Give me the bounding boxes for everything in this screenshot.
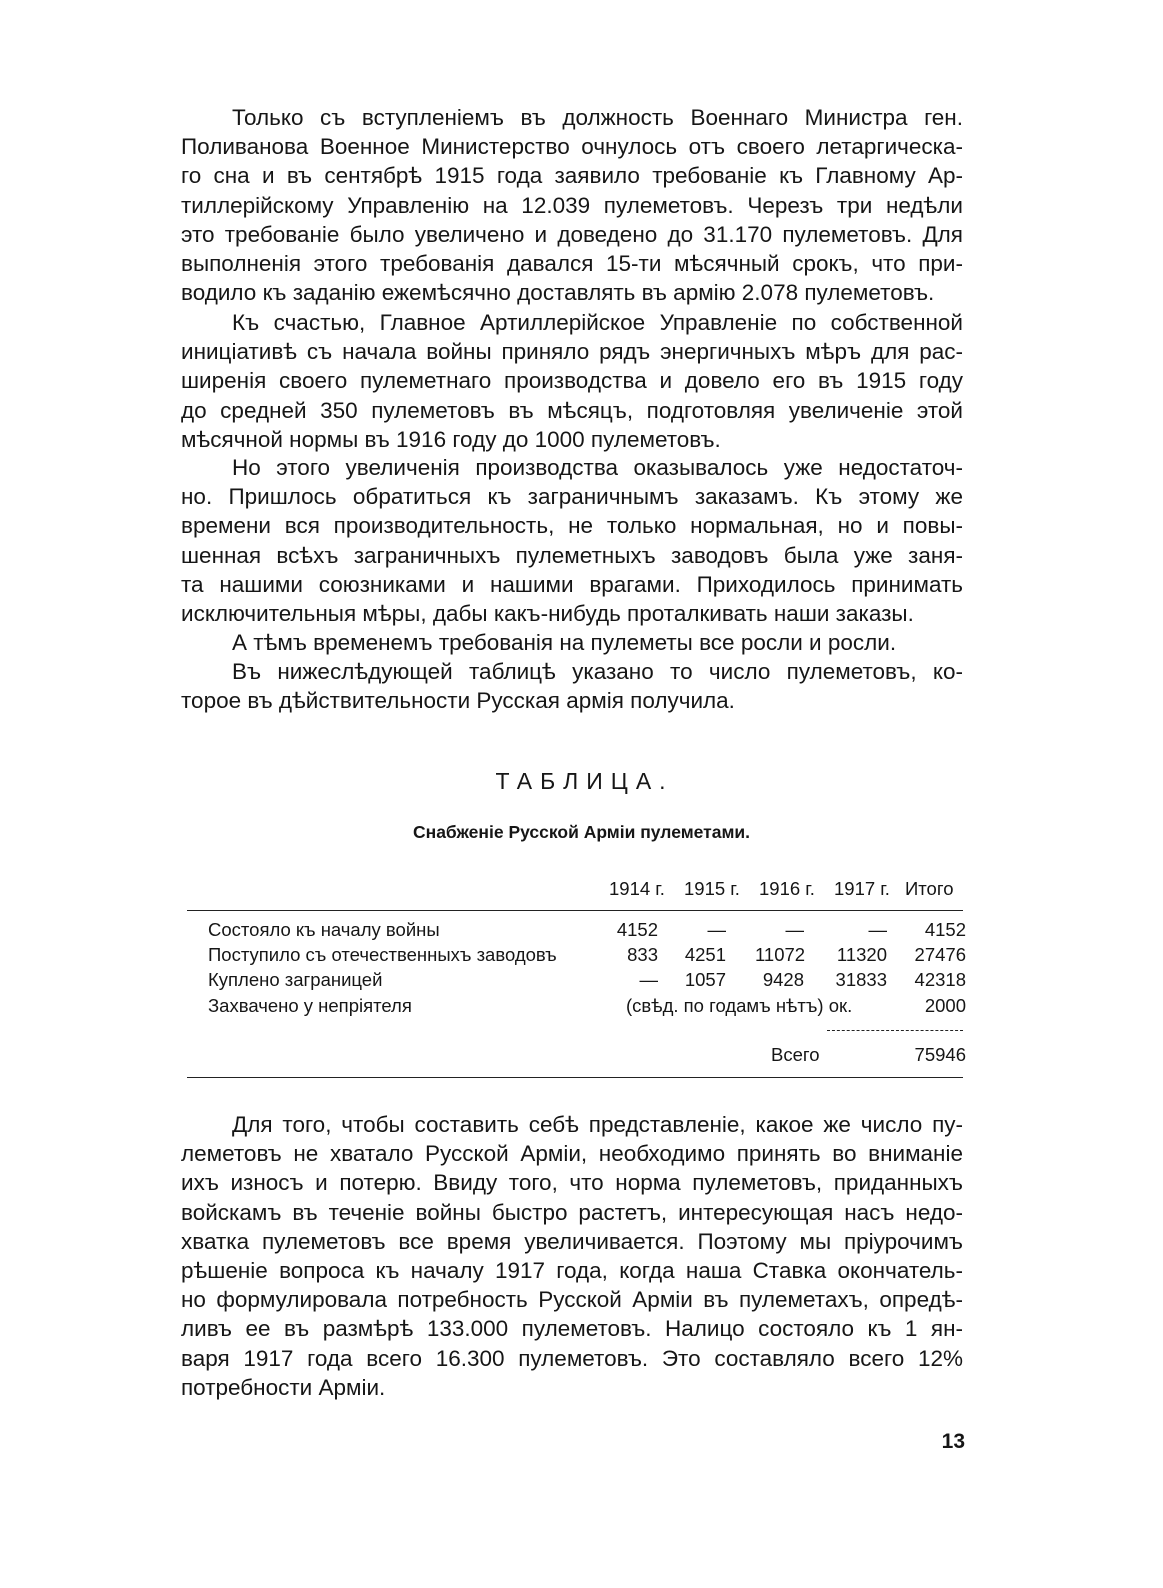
grand-total-label: Всего [771,1044,820,1065]
text-line: исключительныя мѣры, дабы какъ-нибудь проталкивать наши заказы. [181,600,914,626]
table-note: (свѣд. по годамъ нѣтъ) ок. [626,995,853,1016]
text-line: тиллерійскому Управленію на 12.039 пулеметовъ. Черезъ три недѣли [181,192,963,218]
text-line: потребности Арміи. [181,1374,386,1400]
text-line: это требованіе было увеличено и доведено до 31.170 пулеметовъ. Для [181,221,963,247]
text-line: Только съ вступленіемъ въ должность Военнаго Министра ген. [232,105,963,130]
text-line: Поливанова Военное Министерство очнулось отъ своего летаргическа- [181,134,963,160]
column-header-1914: 1914 г. [609,878,665,899]
text-line: торое въ дѣйствительности Русская армія получила. [181,688,735,714]
table-cell: 42318 [914,969,966,990]
text-line: ливъ ее въ размѣрѣ 133.000 пулеметовъ. Налицо состояло къ 1 ян- [181,1316,963,1342]
row-label: Куплено заграницей [208,969,383,990]
sum-rule [827,1030,963,1031]
text-line: леметовъ не хватало Русской Арміи, необходимо принять во вниманіе [181,1141,963,1167]
text-line: но. Пришлось обратиться къ заграничнымъ заказамъ. Къ этому же [181,484,963,510]
row-label: Состояло къ началу войны [208,919,440,940]
table-cell: 11072 [755,944,806,965]
text-line: Въ нижеслѣдующей таблицѣ указано то число пулеметовъ, ко- [232,659,963,684]
text-line: варя 1917 года всего 16.300 пулеметовъ. Это составляло всего 12% [181,1345,963,1371]
table-subtitle: Снабженіе Русской Арміи пулеметами. [412,822,751,842]
table-cell: — [707,919,726,940]
paragraph-6 [181,1110,963,1402]
text-line: та нашими союзниками и нашими врагами. Приходилось принимать [181,571,963,597]
text-line: выполненія этого требованія давался 15-ти мѣсячный срокъ, что при- [181,250,963,276]
text-line: времени вся производительность, не только нормальная, но и повы- [181,513,963,539]
table-cell: — [639,969,658,990]
table-cell: 1057 [684,969,726,990]
grand-total-value: 75946 [914,1044,966,1065]
text-line: Для того, чтобы составить себѣ представленіе, какое же число пу- [232,1112,963,1137]
table-cell: — [868,919,887,940]
text-line: войскамъ въ теченіе войны быстро растетъ, интересующая насъ недо- [181,1199,963,1225]
column-header-1917: 1917 г. [834,878,890,899]
table-title: ТАБЛИЦА. [495,768,674,794]
table-cell: 4152 [924,919,966,940]
table-cell: 4152 [616,919,658,940]
text-line: А тѣмъ временемъ требованія на пулеметы все росли и росли. [232,630,897,655]
text-line: до средней 350 пулеметовъ въ мѣсяцъ, подготовляя увеличеніе этой [181,397,963,423]
row-label: Захвачено у непріятеля [208,995,412,1016]
text-line: ширенія своего пулеметнаго производства и довело его въ 1915 году [181,368,963,394]
table-top-rule [187,910,963,911]
text-line: но формулировала потребность Русской Арміи въ пулеметахъ, опредѣ- [181,1287,963,1313]
row-label: Поступило съ отечественныхъ заводовъ [208,944,557,965]
paragraph-1 [181,103,963,307]
column-header-total: Итого [905,878,954,899]
table-cell: 27476 [914,944,966,965]
page-number: 13 [941,1430,965,1453]
table-cell: 11320 [836,944,887,965]
text-line: Но этого увеличенія производства оказывалось уже недостаточ- [232,455,963,480]
table-cell: 2000 [924,995,966,1016]
column-header-1916: 1916 г. [759,878,815,899]
text-line: хватка пулеметовъ все время увеличивается. Поэтому мы пріурочимъ [181,1228,963,1254]
table-cell: 9428 [762,969,804,990]
text-line: рѣшеніе вопроса къ началу 1917 года, когда наша Ставка окончатель- [181,1257,963,1283]
table-cell: 31833 [835,969,887,990]
table-cell: 4251 [684,944,726,965]
paragraph-5 [181,657,963,715]
text-line: шенная всѣхъ заграничныхъ пулеметныхъ заводовъ была уже заня- [181,542,963,568]
paragraph-3 [181,453,963,628]
text-line: иниціативѣ съ начала войны приняло рядъ энергичныхъ мѣръ для рас- [181,339,963,365]
paragraph-2 [181,308,963,454]
text-line: мѣсячной нормы въ 1916 году до 1000 пулеметовъ. [181,426,721,452]
column-header-1915: 1915 г. [684,878,740,899]
text-line: ихъ износъ и потерю. Ввиду того, что норма пулеметовъ, приданныхъ [181,1170,963,1196]
text-line: го сна и въ сентябрѣ 1915 года заявило требованіе къ Главному Ар- [181,163,963,189]
text-line: Къ счастью, Главное Артиллерійское Управленіе по собственной [232,310,963,335]
text-line: водило къ заданію ежемѣсячно доставлять въ армію 2.078 пулеметовъ. [181,280,935,306]
table-bottom-rule [187,1077,963,1078]
table-cell: 833 [627,944,658,965]
table-cell: — [785,919,804,940]
paragraph-4 [181,628,963,657]
